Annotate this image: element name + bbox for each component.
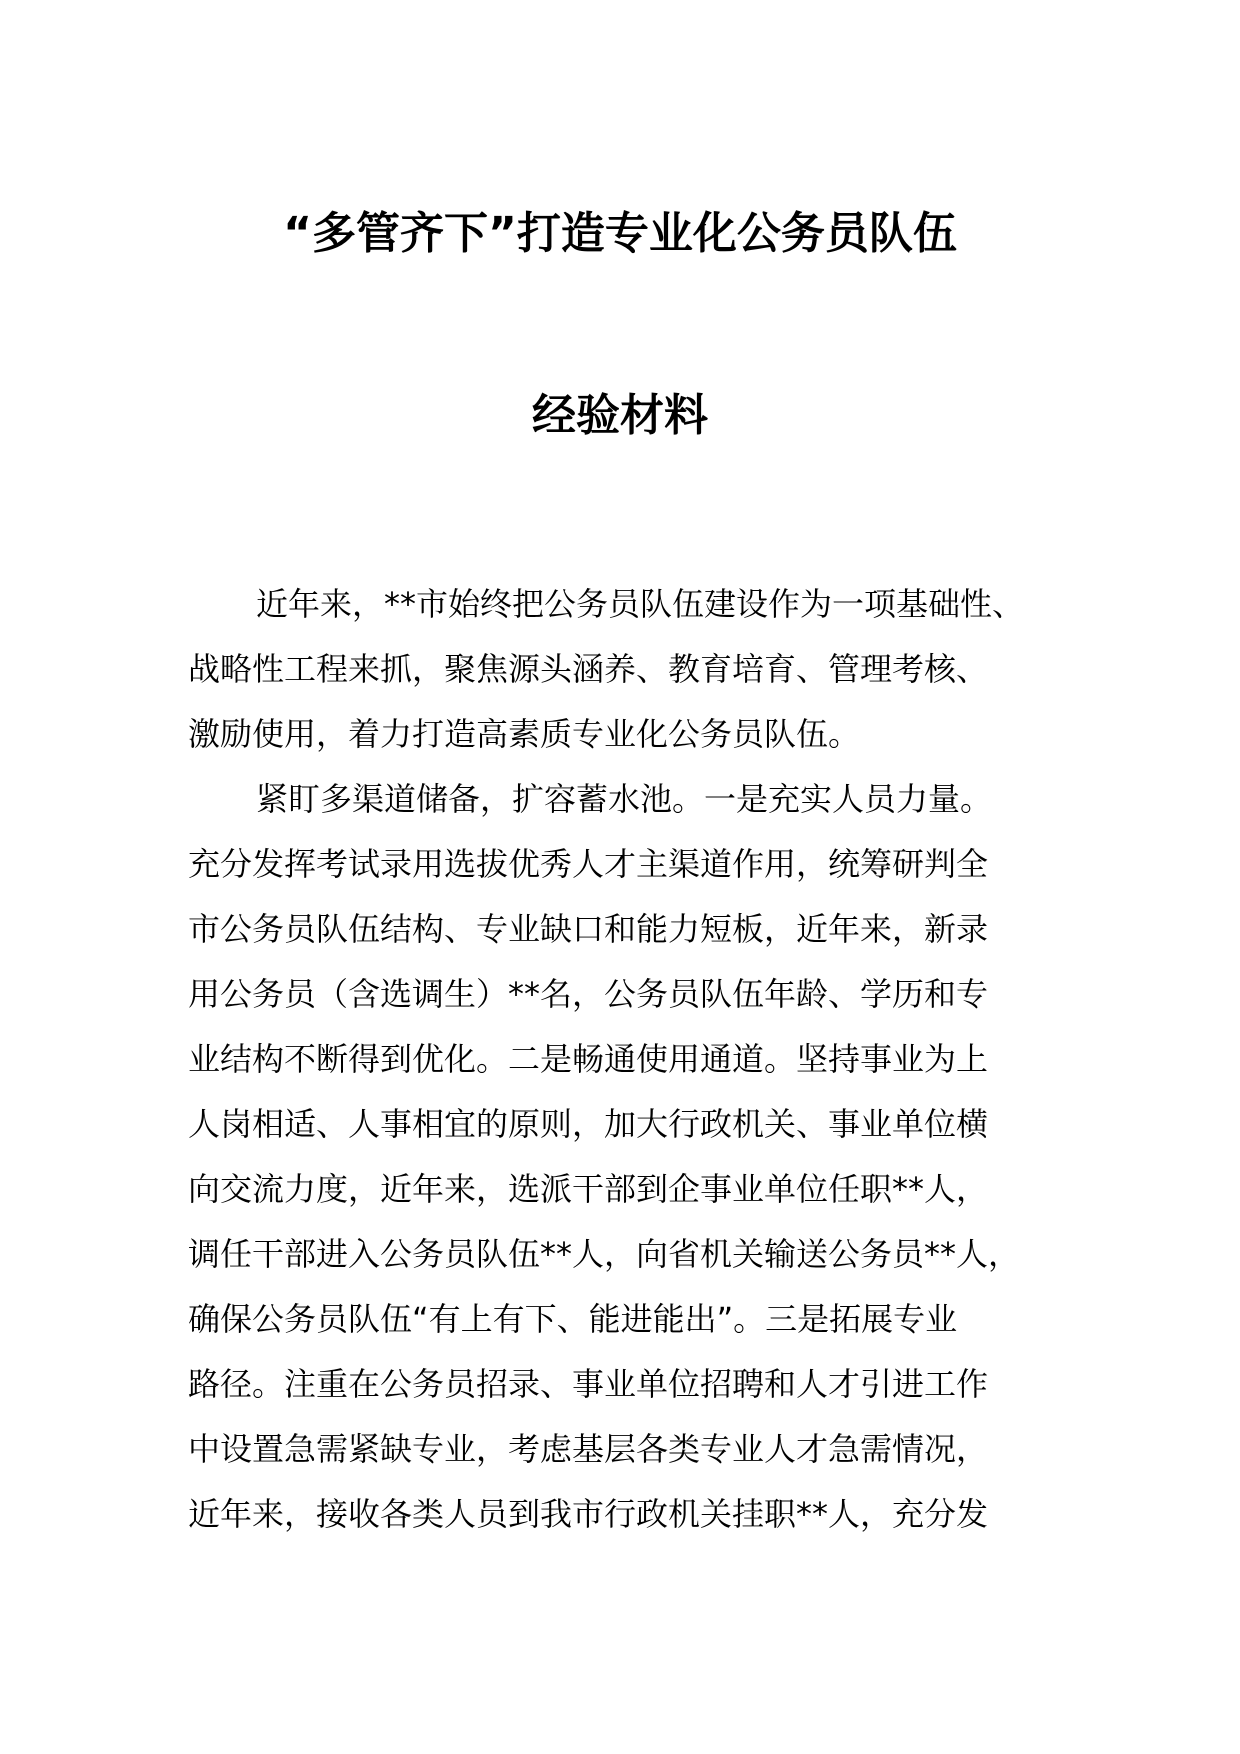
paragraph-1-line: 激励使用，着力打造高素质专业化公务员队伍。 — [188, 715, 861, 753]
paragraph-2-line: 紧盯多渠道储备，扩容蓄水池。一是充实人员力量。 — [256, 780, 993, 818]
paragraph-1-line: 战略性工程来抓，聚焦源头涵养、教育培育、管理考核、 — [188, 650, 989, 688]
paragraph-2-line: 业结构不断得到优化。二是畅通使用通道。坚持事业为上 — [188, 1040, 989, 1078]
paragraph-2-line: 用公务员（含选调生）**名，公务员队伍年龄、学历和专 — [188, 975, 989, 1013]
document-title: “多管齐下”打造专业化公务员队伍 — [283, 208, 957, 259]
paragraph-1-line: 近年来，**市始终把公务员队伍建设作为一项基础性、 — [256, 585, 1025, 623]
paragraph-2-line: 人岗相适、人事相宜的原则，加大行政机关、事业单位横 — [188, 1105, 989, 1143]
paragraph-2-line: 近年来，接收各类人员到我市行政机关挂职**人，充分发 — [188, 1495, 989, 1533]
paragraph-2-line: 路径。注重在公务员招录、事业单位招聘和人才引进工作 — [188, 1365, 989, 1403]
document-subtitle: 经验材料 — [532, 390, 708, 441]
paragraph-2-line: 确保公务员队伍“有上有下、能进能出”。三是拓展专业 — [188, 1300, 958, 1338]
paragraph-2-line: 向交流力度，近年来，选派干部到企事业单位任职**人， — [188, 1170, 989, 1208]
paragraph-2-line: 中设置急需紧缺专业，考虑基层各类专业人才急需情况， — [188, 1430, 989, 1468]
paragraph-2-line: 市公务员队伍结构、专业缺口和能力短板，近年来，新录 — [188, 910, 989, 948]
paragraph-2-line: 调任干部进入公务员队伍**人，向省机关输送公务员**人， — [188, 1235, 1021, 1273]
paragraph-2-line: 充分发挥考试录用选拔优秀人才主渠道作用，统筹研判全 — [188, 845, 989, 883]
document-body — [188, 572, 1068, 1547]
